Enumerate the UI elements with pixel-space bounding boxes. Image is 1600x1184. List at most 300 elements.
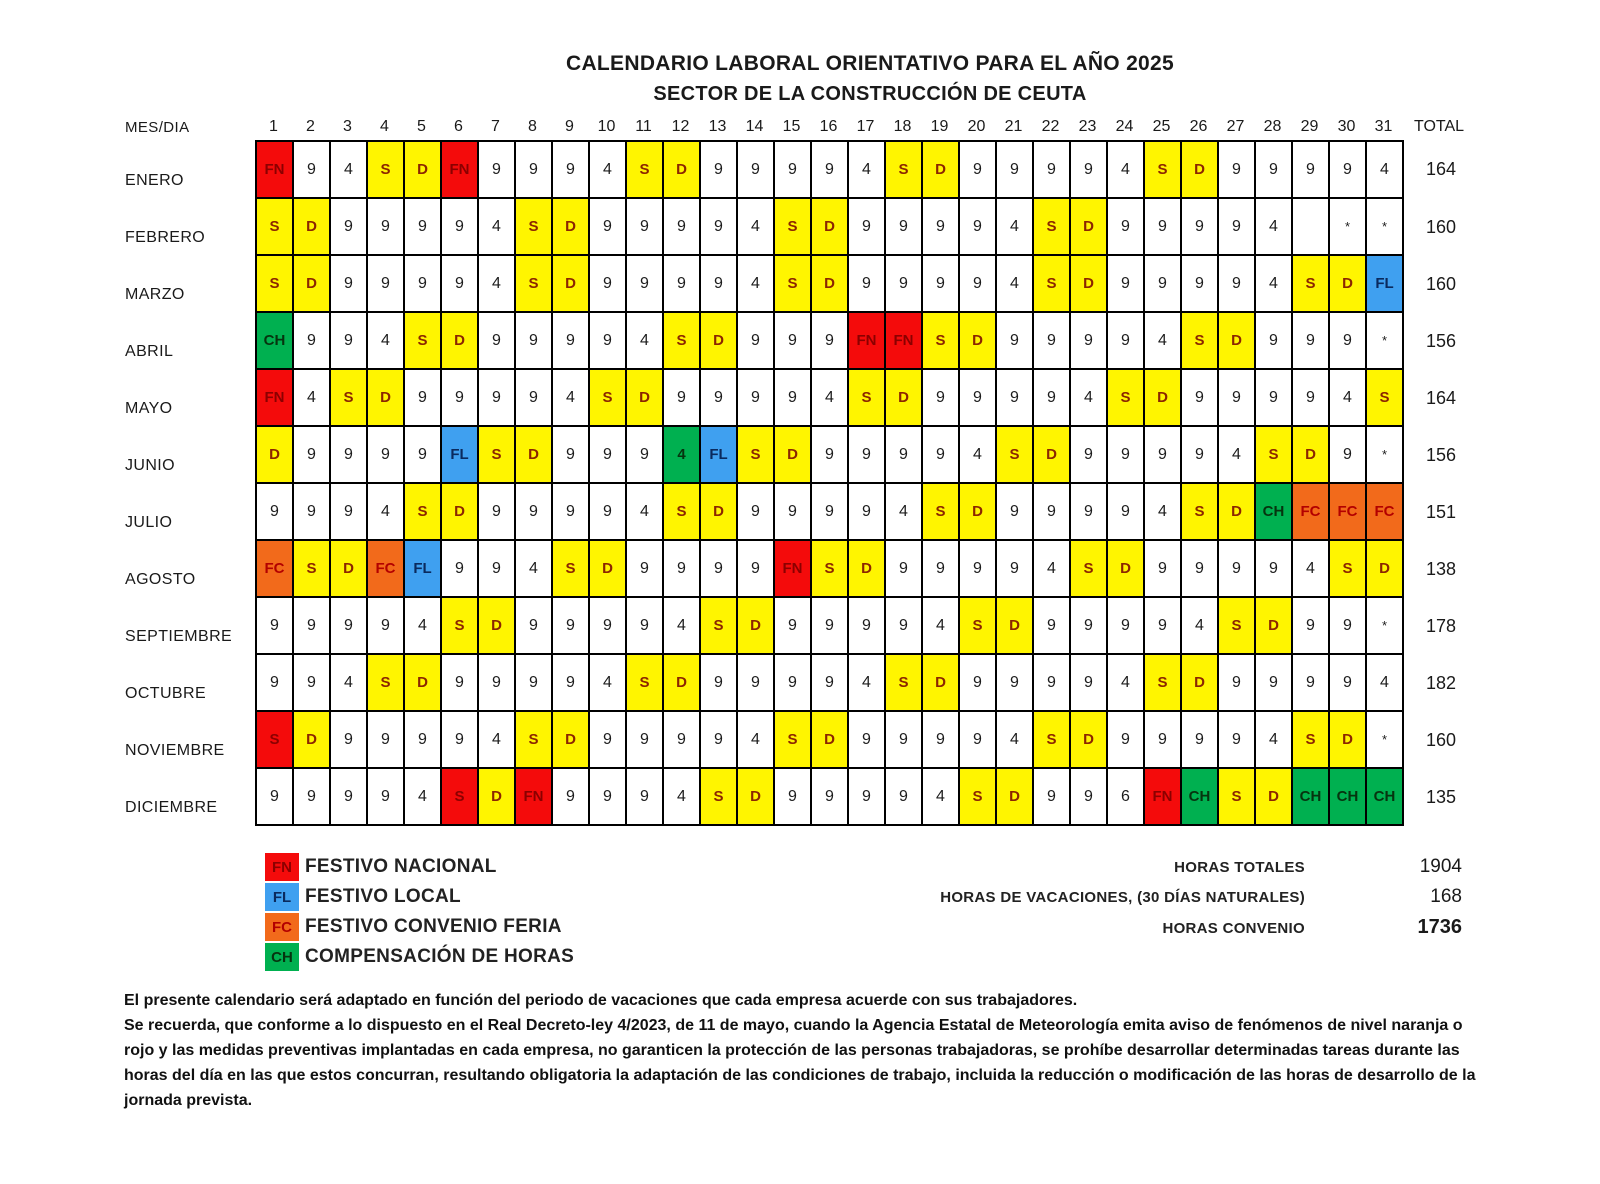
day-cell: 9	[738, 484, 775, 541]
day-cell: D	[701, 313, 738, 370]
day-cell: 9	[849, 256, 886, 313]
month-total: 182	[1425, 673, 1457, 693]
day-cell: 9	[590, 199, 627, 256]
day-cell: 4	[479, 712, 516, 769]
totals-row	[930, 886, 1462, 916]
day-cell: 9	[886, 769, 923, 826]
day-cell: 9	[368, 712, 405, 769]
day-cell: 9	[1071, 484, 1108, 541]
day-cell: 9	[886, 541, 923, 598]
day-cell: D	[294, 712, 331, 769]
day-cell: 9	[1219, 370, 1256, 427]
day-cell: 4	[738, 712, 775, 769]
day-cell: S	[1071, 541, 1108, 598]
day-cell: CH	[257, 313, 294, 370]
day-cell: D	[1145, 370, 1182, 427]
total-column-header: TOTAL	[1413, 118, 1465, 135]
day-cell: D	[1071, 712, 1108, 769]
day-cell: 4	[1145, 484, 1182, 541]
day-cell: 9	[590, 712, 627, 769]
day-cell: S	[1367, 370, 1404, 427]
day-cell: S	[590, 370, 627, 427]
month-label: MARZO	[125, 286, 185, 303]
day-cell: S	[960, 598, 997, 655]
day-cell: D	[553, 256, 590, 313]
day-cell: 4	[405, 769, 442, 826]
day-cell: D	[1071, 256, 1108, 313]
day-cell: 9	[1108, 427, 1145, 484]
day-cell: 4	[405, 598, 442, 655]
day-cell: 9	[738, 541, 775, 598]
totals-label: HORAS CONVENIO	[1162, 920, 1305, 937]
day-cell: D	[1219, 484, 1256, 541]
day-cell: FN	[775, 541, 812, 598]
month-row	[125, 655, 1478, 712]
day-header: 21	[1004, 118, 1023, 135]
day-header: 9	[565, 118, 574, 135]
mes-dia-corner-label: MES/DIA	[125, 119, 190, 136]
day-cell: 4	[923, 598, 960, 655]
day-cell: 9	[1034, 313, 1071, 370]
day-cell: 4	[1330, 370, 1367, 427]
month-total: 164	[1425, 388, 1457, 408]
month-total: 151	[1425, 502, 1457, 522]
day-cell: 9	[886, 256, 923, 313]
day-cell: 9	[368, 598, 405, 655]
month-row	[125, 769, 1478, 826]
day-cell: FN	[516, 769, 553, 826]
day-cell: D	[1293, 427, 1330, 484]
day-cell: 9	[997, 313, 1034, 370]
day-cell: *	[1367, 712, 1404, 769]
day-cell: 9	[849, 484, 886, 541]
day-cell: D	[1182, 655, 1219, 712]
day-cell: 9	[590, 256, 627, 313]
month-row	[125, 199, 1478, 256]
day-cell: FN	[1145, 769, 1182, 826]
day-cell: 9	[516, 370, 553, 427]
day-header: 10	[597, 118, 616, 135]
legend-chip-ch: CH	[265, 943, 299, 971]
day-cell: 9	[886, 199, 923, 256]
day-cell: 9	[1219, 655, 1256, 712]
month-label: MAYO	[125, 400, 173, 417]
day-header: 31	[1374, 118, 1393, 135]
day-cell: 9	[664, 541, 701, 598]
day-cell: 9	[1182, 712, 1219, 769]
month-row	[125, 370, 1478, 427]
month-row	[125, 484, 1478, 541]
day-cell: 9	[1108, 256, 1145, 313]
legend-label: COMPENSACIÓN DE HORAS	[305, 946, 575, 967]
day-cell: 9	[331, 256, 368, 313]
day-cell: 9	[257, 598, 294, 655]
day-cell: D	[294, 256, 331, 313]
month-row	[125, 712, 1478, 769]
day-cell: *	[1330, 199, 1367, 256]
day-cell: 9	[294, 427, 331, 484]
day-cell: 9	[1071, 655, 1108, 712]
day-cell: S	[1145, 655, 1182, 712]
day-cell: 4	[516, 541, 553, 598]
day-cell: *	[1367, 427, 1404, 484]
day-cell: 9	[331, 427, 368, 484]
month-row	[125, 313, 1478, 370]
day-header: 30	[1337, 118, 1356, 135]
day-cell: 9	[1256, 541, 1293, 598]
day-cell: 9	[960, 712, 997, 769]
day-cell: D	[516, 427, 553, 484]
day-cell: FC	[368, 541, 405, 598]
month-row	[125, 140, 1478, 199]
day-cell: 9	[1330, 655, 1367, 712]
day-cell: 9	[960, 256, 997, 313]
day-cell: 9	[1145, 199, 1182, 256]
day-cell: S	[257, 199, 294, 256]
day-cell: 9	[812, 655, 849, 712]
day-cell: 9	[997, 541, 1034, 598]
day-header: 20	[967, 118, 986, 135]
day-cell: 9	[960, 541, 997, 598]
month-day-cells	[255, 655, 1404, 712]
day-cell: 4	[1256, 256, 1293, 313]
day-cell: 4	[1256, 199, 1293, 256]
month-day-cells	[255, 199, 1404, 256]
day-cell: S	[701, 769, 738, 826]
day-cell: D	[886, 370, 923, 427]
day-cell: 4	[812, 370, 849, 427]
day-cell: 9	[775, 598, 812, 655]
day-cell: 9	[516, 142, 553, 199]
day-cell: S	[627, 142, 664, 199]
day-cell: 4	[849, 142, 886, 199]
day-cell: 9	[775, 655, 812, 712]
day-cell: 9	[590, 427, 627, 484]
day-cell: 9	[1256, 370, 1293, 427]
day-cell: D	[812, 199, 849, 256]
totals-label: HORAS DE VACACIONES, (30 DÍAS NATURALES)	[940, 889, 1305, 906]
day-cell: 9	[849, 769, 886, 826]
day-cell: 9	[590, 598, 627, 655]
day-cell: 9	[775, 484, 812, 541]
day-cell: 9	[738, 655, 775, 712]
day-cell: S	[1182, 313, 1219, 370]
day-cell: 4	[590, 142, 627, 199]
day-cell: D	[553, 199, 590, 256]
day-cell: D	[997, 769, 1034, 826]
day-cell: S	[664, 313, 701, 370]
day-cell: 9	[627, 427, 664, 484]
day-cell: FN	[849, 313, 886, 370]
month-total: 164	[1425, 159, 1457, 179]
day-cell: 4	[1108, 655, 1145, 712]
day-cell: 9	[553, 655, 590, 712]
day-cell: D	[442, 313, 479, 370]
month-label: JUNIO	[125, 457, 175, 474]
day-cell: FN	[257, 370, 294, 427]
day-cell: 9	[442, 199, 479, 256]
day-header: 8	[528, 118, 537, 135]
day-cell: 9	[1034, 769, 1071, 826]
day-cell: S	[627, 655, 664, 712]
legend	[265, 852, 574, 972]
month-day-cells	[255, 484, 1404, 541]
legend-label: FESTIVO LOCAL	[305, 886, 461, 907]
month-label: NOVIEMBRE	[125, 742, 225, 759]
day-cell: 9	[997, 142, 1034, 199]
day-cell: D	[1108, 541, 1145, 598]
day-cell: 4	[664, 598, 701, 655]
day-cell: 9	[516, 655, 553, 712]
day-cell: 9	[627, 769, 664, 826]
day-cell: S	[775, 256, 812, 313]
day-header: 1	[269, 118, 278, 135]
month-label: DICIEMBRE	[125, 799, 218, 816]
month-total: 156	[1425, 331, 1457, 351]
day-cell: S	[1219, 769, 1256, 826]
day-cell: 4	[1034, 541, 1071, 598]
day-cell: 9	[294, 769, 331, 826]
legend-item	[265, 942, 574, 972]
legend-item	[265, 852, 574, 882]
day-header: 28	[1263, 118, 1282, 135]
day-cell: 9	[664, 199, 701, 256]
day-cell: CH	[1367, 769, 1404, 826]
day-cell: D	[812, 712, 849, 769]
day-cell: 9	[1071, 142, 1108, 199]
day-cell: 9	[812, 427, 849, 484]
day-cell: 9	[812, 598, 849, 655]
day-cell: 9	[849, 199, 886, 256]
day-cell: FL	[442, 427, 479, 484]
day-cell: 9	[331, 484, 368, 541]
day-cell: 9	[553, 598, 590, 655]
day-cell: D	[664, 142, 701, 199]
day-cell: D	[923, 142, 960, 199]
month-total: 160	[1425, 217, 1457, 237]
day-cell: 9	[1293, 142, 1330, 199]
month-day-cells	[255, 256, 1404, 313]
legend-item	[265, 912, 574, 942]
totals-summary	[930, 856, 1462, 946]
day-cell: D	[997, 598, 1034, 655]
day-cell: S	[442, 598, 479, 655]
day-cell: 9	[1293, 655, 1330, 712]
day-cell: 9	[553, 313, 590, 370]
day-cell: 9	[812, 313, 849, 370]
day-cell: FN	[442, 142, 479, 199]
day-cell: 9	[294, 142, 331, 199]
month-row	[125, 541, 1478, 598]
footer-notes	[124, 988, 1482, 1113]
footer-paragraph: El presente calendario será adaptado en función del periodo de vacaciones que cada empresa acuerde con sus trabajadores.	[124, 992, 1078, 1009]
month-row	[125, 427, 1478, 484]
day-cell: 9	[701, 370, 738, 427]
day-cell: 9	[257, 484, 294, 541]
day-cell: S	[516, 256, 553, 313]
day-cell: 9	[1182, 370, 1219, 427]
day-cell: 4	[1293, 541, 1330, 598]
day-header: 4	[380, 118, 389, 135]
day-cell: S	[701, 598, 738, 655]
day-cell: 9	[405, 199, 442, 256]
day-cell: D	[331, 541, 368, 598]
day-cell: S	[479, 427, 516, 484]
day-cell: D	[294, 199, 331, 256]
day-cell: S	[331, 370, 368, 427]
totals-value: 1904	[1419, 856, 1462, 877]
day-cell: 9	[701, 142, 738, 199]
day-cell: 9	[1182, 256, 1219, 313]
day-header: 23	[1078, 118, 1097, 135]
day-cell: 9	[923, 541, 960, 598]
day-cell: D	[701, 484, 738, 541]
day-cell: 4	[664, 427, 701, 484]
day-cell: S	[775, 712, 812, 769]
day-cell: 9	[368, 256, 405, 313]
day-cell: 9	[923, 370, 960, 427]
month-label: ENERO	[125, 172, 184, 189]
day-cell: 4	[1256, 712, 1293, 769]
day-cell: 9	[368, 199, 405, 256]
day-cell: 9	[1182, 427, 1219, 484]
day-cell: 9	[1108, 712, 1145, 769]
day-cell: 9	[479, 142, 516, 199]
day-cell: 4	[997, 256, 1034, 313]
day-cell: 9	[479, 313, 516, 370]
day-cell: 9	[1034, 370, 1071, 427]
day-cell: 9	[701, 256, 738, 313]
day-cell: D	[1219, 313, 1256, 370]
day-cell: 9	[1256, 142, 1293, 199]
day-cell: S	[886, 655, 923, 712]
day-cell: 9	[849, 712, 886, 769]
month-total: 160	[1425, 730, 1457, 750]
day-cell: D	[1256, 769, 1293, 826]
day-cell: 9	[812, 142, 849, 199]
day-cell: 9	[294, 655, 331, 712]
day-cell: 9	[479, 655, 516, 712]
day-cell: 9	[738, 313, 775, 370]
day-cell: S	[1034, 199, 1071, 256]
month-day-cells	[255, 313, 1404, 370]
day-cell: 9	[1256, 655, 1293, 712]
day-cell: 9	[997, 484, 1034, 541]
day-cell: D	[960, 313, 997, 370]
legend-label: FESTIVO NACIONAL	[305, 856, 497, 877]
day-cell: 4	[1182, 598, 1219, 655]
totals-value: 168	[1430, 886, 1462, 907]
day-cell: 9	[368, 427, 405, 484]
day-cell: 9	[923, 199, 960, 256]
day-cell: S	[664, 484, 701, 541]
day-cell: D	[553, 712, 590, 769]
footer-paragraph: Se recuerda, que conforme a lo dispuesto en el Real Decreto-ley 4/2023, de 11 de mayo, cuando la Agencia Estatal de Meteorología emita aviso de fenómenos de nivel naranja o rojo y las medidas preventivas implantadas en cada empresa, no garanticen la protección de las personas trabajadoras, se prohíbe desarrollar determinadas tareas durante las horas del día en las que estos concurran, resultando obligatoria la adaptación de las condiciones de trabajo, incluida la reducción o modificación de las horas de desarrollo de la jornada prevista.	[124, 1017, 1476, 1109]
day-cell: 4	[479, 199, 516, 256]
day-cell: 9	[1330, 427, 1367, 484]
day-cell: D	[738, 598, 775, 655]
day-cell: D	[1256, 598, 1293, 655]
day-cell: 9	[664, 256, 701, 313]
day-cell: 9	[1219, 712, 1256, 769]
month-label: OCTUBRE	[125, 685, 207, 702]
day-cell: 9	[1034, 142, 1071, 199]
day-cell: 9	[738, 142, 775, 199]
day-cell: CH	[1182, 769, 1219, 826]
day-cell: 4	[738, 256, 775, 313]
day-cell: 4	[590, 655, 627, 712]
day-cell: D	[405, 142, 442, 199]
day-cell: 9	[405, 370, 442, 427]
day-cell: 9	[1071, 427, 1108, 484]
day-header: 27	[1226, 118, 1245, 135]
day-cell: 9	[405, 427, 442, 484]
day-header: 17	[856, 118, 875, 135]
month-total: 135	[1425, 787, 1457, 807]
day-cell: 9	[553, 427, 590, 484]
day-cell: 9	[627, 199, 664, 256]
day-header: 2	[306, 118, 315, 135]
day-cell: 9	[479, 370, 516, 427]
day-cell: 4	[923, 769, 960, 826]
day-cell: 9	[294, 313, 331, 370]
day-cell: D	[405, 655, 442, 712]
day-cell: 9	[516, 598, 553, 655]
day-cell: 9	[590, 769, 627, 826]
day-cell: S	[516, 712, 553, 769]
month-day-cells	[255, 712, 1404, 769]
day-cell: D	[479, 769, 516, 826]
day-cell: S	[775, 199, 812, 256]
day-cell: 4	[627, 313, 664, 370]
day-cell: 9	[1108, 313, 1145, 370]
day-cell: 9	[775, 313, 812, 370]
day-cell: 9	[886, 427, 923, 484]
day-cell: 9	[701, 712, 738, 769]
day-cell: 9	[442, 655, 479, 712]
day-cell: D	[1071, 199, 1108, 256]
day-cell: D	[368, 370, 405, 427]
day-cell: 9	[331, 712, 368, 769]
day-cell: 9	[997, 370, 1034, 427]
day-header: 16	[819, 118, 838, 135]
day-cell: 9	[442, 541, 479, 598]
month-label: AGOSTO	[125, 571, 196, 588]
month-row	[125, 598, 1478, 655]
day-cell: 9	[1034, 655, 1071, 712]
day-cell: FN	[257, 142, 294, 199]
month-day-cells	[255, 541, 1404, 598]
day-cell: 9	[775, 142, 812, 199]
day-cell: 9	[331, 199, 368, 256]
day-cell: 9	[294, 598, 331, 655]
totals-row	[930, 856, 1462, 886]
day-cell: 4	[997, 199, 1034, 256]
title-line-1: CALENDARIO LABORAL ORIENTATIVO PARA EL AÑO 2025	[566, 52, 1174, 75]
totals-value: 1736	[1417, 916, 1462, 938]
day-cell: FC	[1293, 484, 1330, 541]
day-cell: 9	[257, 655, 294, 712]
day-cell: S	[1293, 256, 1330, 313]
day-cell: 9	[1330, 313, 1367, 370]
day-cell: 9	[553, 769, 590, 826]
day-cell: S	[405, 313, 442, 370]
day-header: 14	[745, 118, 764, 135]
day-cell: S	[405, 484, 442, 541]
month-day-cells	[255, 427, 1404, 484]
day-cell: 9	[960, 199, 997, 256]
day-cell: 9	[1071, 598, 1108, 655]
